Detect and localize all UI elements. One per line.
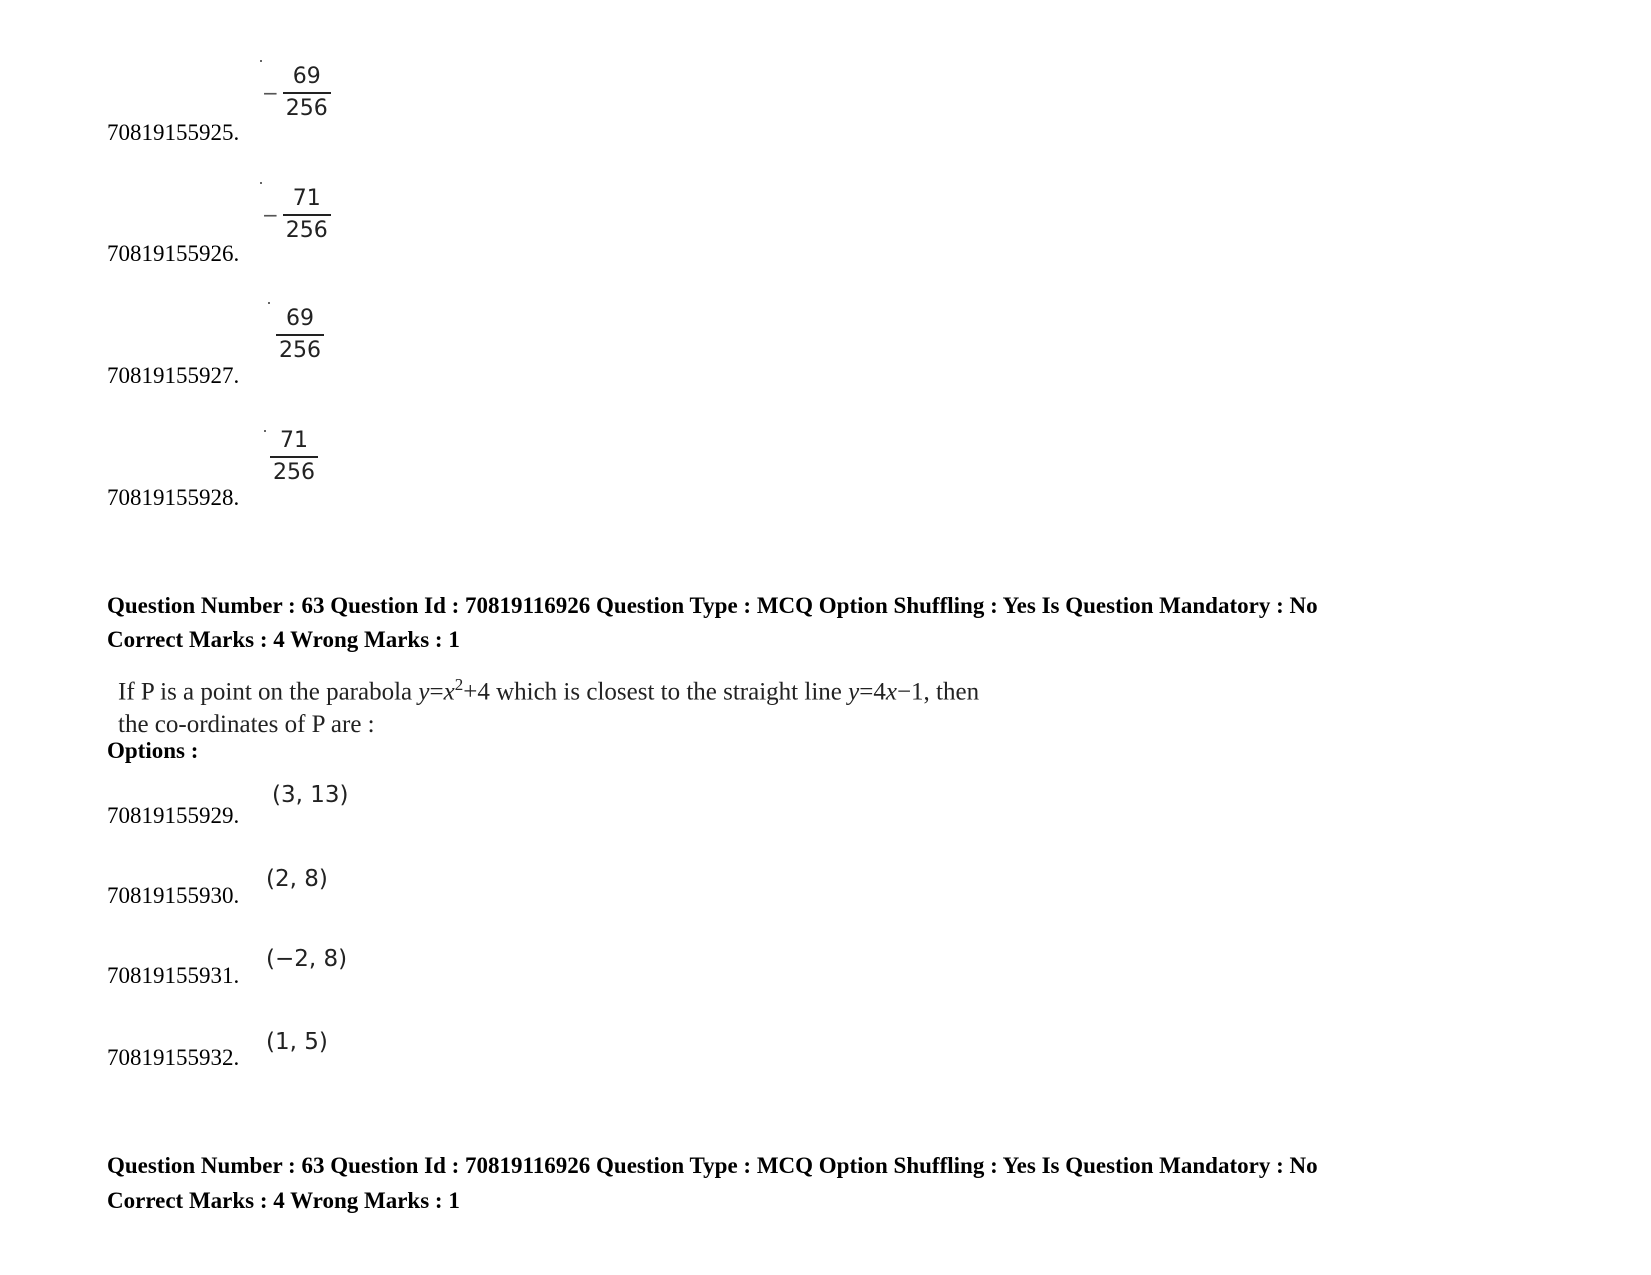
math-var: x xyxy=(885,678,897,706)
math-exponent: 2 xyxy=(454,675,464,694)
numerator: 69 xyxy=(286,306,314,331)
text-segment: If P is a point on the parabola xyxy=(118,678,419,706)
denominator: 256 xyxy=(273,459,315,485)
question-text xyxy=(118,668,979,741)
option-id: 70819155925. xyxy=(107,120,240,145)
denominator: 256 xyxy=(279,337,321,363)
option-value: (−2, 8) xyxy=(266,946,348,972)
question-text-line-2: the co-ordinates of P are : xyxy=(118,711,375,739)
math-term: =4 xyxy=(859,678,886,706)
numerator: 71 xyxy=(292,186,321,211)
option-id: 70819155927. xyxy=(107,363,240,388)
math-term: +4 xyxy=(463,678,490,706)
denominator: 256 xyxy=(285,217,328,243)
text-segment: , then xyxy=(923,678,980,706)
fraction xyxy=(266,426,318,488)
options-label: Options : xyxy=(107,738,199,763)
numerator: 71 xyxy=(280,428,308,453)
numerator: 69 xyxy=(292,64,321,89)
minus-sign: − xyxy=(262,202,279,227)
next-question-marks: Correct Marks : 4 Wrong Marks : 1 xyxy=(107,1188,460,1213)
option-id: 70819155932. xyxy=(107,1045,240,1070)
option-value: (2, 8) xyxy=(266,866,328,892)
option-id: 70819155929. xyxy=(107,803,240,828)
option-id: 70819155930. xyxy=(107,883,240,908)
question-marks: Correct Marks : 4 Wrong Marks : 1 xyxy=(107,627,460,652)
minus-sign: − xyxy=(262,80,279,105)
fraction xyxy=(262,62,331,124)
denominator: 256 xyxy=(285,95,328,121)
option-id: 70819155931. xyxy=(107,963,240,988)
math-var: y xyxy=(418,678,430,706)
fraction xyxy=(262,184,331,246)
option-id: 70819155928. xyxy=(107,485,240,510)
option-value: (3, 13) xyxy=(272,782,349,808)
option-value: (1, 5) xyxy=(266,1029,328,1055)
option-id: 70819155926. xyxy=(107,241,240,266)
scan-mark xyxy=(268,302,270,304)
question-header: Question Number : 63 Question Id : 70819116926 Question Type : MCQ Option Shuffling : Yes Is Question Mandatory : No xyxy=(107,593,1318,618)
question-text-line-1 xyxy=(118,668,979,708)
math-equals: = xyxy=(429,678,444,706)
math-term: −1 xyxy=(896,678,924,706)
fraction xyxy=(272,304,324,366)
next-question-header: Question Number : 63 Question Id : 70819116926 Question Type : MCQ Option Shuffling : Yes Is Question Mandatory : No xyxy=(107,1153,1318,1178)
text-segment: which is closest to the straight line xyxy=(489,678,849,706)
math-var: y xyxy=(848,678,860,706)
math-var: x xyxy=(443,678,455,706)
